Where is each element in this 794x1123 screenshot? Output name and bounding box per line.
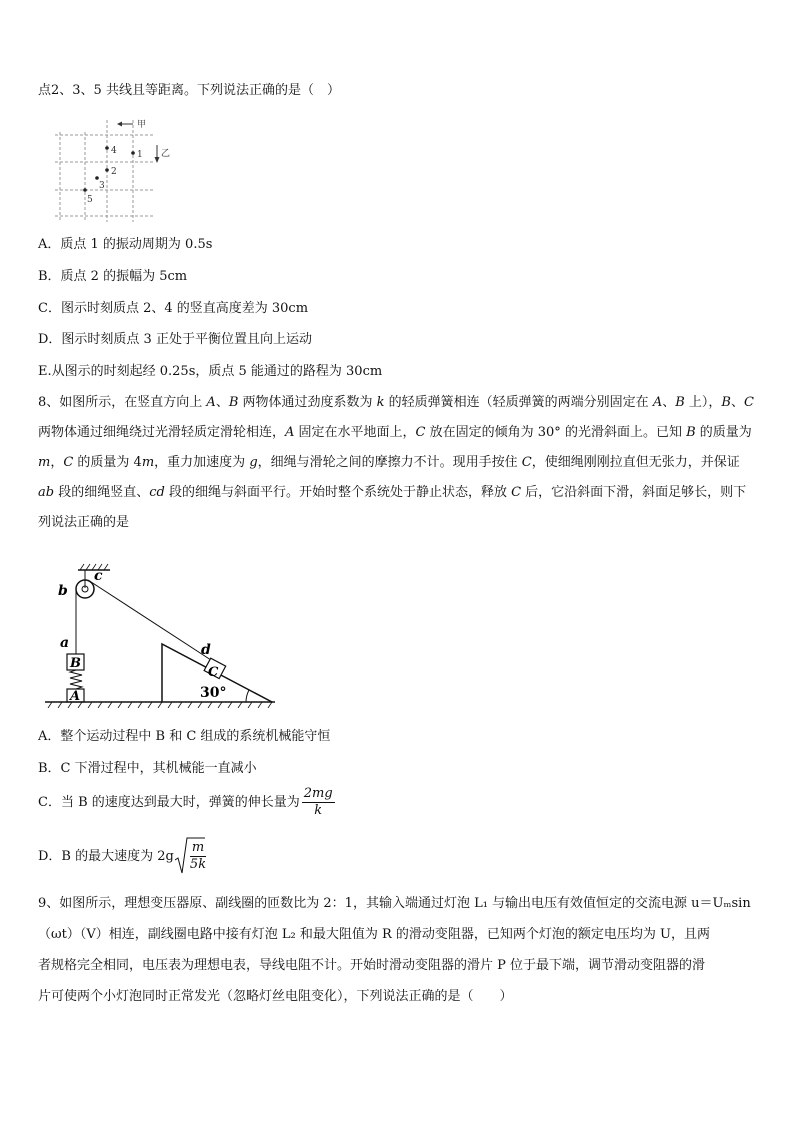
point-2-label: 2 [111,167,117,177]
point-3-label: 3 [99,181,105,191]
point-5-label: 5 [87,195,93,205]
label-yi: 乙 [161,149,171,159]
fraction-m-over-5k: $\frac{m}{5k}$ [189,839,207,872]
q8-stem: 8、如图所示，在竖直方向上 A、B 两物体通过劲度系数为 k 的轻质弹簧相连（轻质弹簧的两端分别固定在 A、B 上），B、C 两物体通过细绳绕过光滑轻质定滑轮相连，A 固定在水平地面上，C 放在固定的倾角为 30° 的光滑斜面上。已知 B 的质量为 m，C 的质量为 4m，重力加速度为 g，细绳与滑轮之间的摩擦力不计。现用手按住 C，使细绳刚刚拉直但无张力，并保证 ab 段的细绳竖直、cd 段的细绳与斜面平行。开始时整个系统处于静止状态，释放 C 后，它沿斜面下滑，斜面足够长，则下列说法正确的是 [38,395,754,530]
q7-option-e: E.从图示的时刻起经 0.25s，质点 5 能通过的路程为 30cm [38,364,383,379]
q9-line-1: 9、如图所示，理想变压器原、副线圈的匝数比为 2：1，其输入端通过灯泡 L₁ 与输出电压有效值恒定的交流电源 u＝Uₘsin [38,896,751,911]
point-1-label: 1 [137,150,143,160]
q9-line-2: （ωt）（V）相连，副线圈电路中接有灯泡 L₂ 和最大阻值为 R 的滑动变阻器，已知两个灯泡的额定电压均为 U，且两 [38,927,710,942]
label-block-a: A [70,689,81,704]
label-block-c: C [208,665,219,680]
q8-option-a: A．整个运动过程中 B 和 C 组成的系统机械能守恒 [38,729,331,744]
label-b: b [58,583,68,599]
question-intro: 点2、3、5 共线且等距离。下列说法正确的是（ ） [38,83,340,98]
label-c: c [94,568,103,584]
point-4-label: 4 [111,146,117,156]
pulley-incline-figure [40,562,280,708]
q8-option-b: B．C 下滑过程中，其机械能一直减小 [38,761,257,776]
label-block-b: B [70,656,81,671]
q9-line-3: 者规格完全相同，电压表为理想电表，导线电阻不计。开始时滑动变阻器的滑片 P 位于最下端，调节滑动变阻器的滑 [38,958,706,973]
label-angle: 30° [200,685,227,701]
label-d: d [201,642,211,658]
label-jia: 甲 [137,120,147,130]
q8-option-d: D．B 的最大速度为 2g $\frac{m}{5k}$ [38,836,208,877]
q9-line-4: 片可使两个小灯泡同时正常发光（忽略灯丝电阻变化），下列说法正确的是（ ） [38,989,513,1004]
wave-grid-figure [45,110,185,228]
label-a: a [60,635,70,651]
q8-number: 8、 [38,395,60,410]
fraction-2mg-over-k: $\frac{2mg}{k}$ [303,786,333,818]
q7-option-d: D．图示时刻质点 3 正处于平衡位置且向上运动 [38,332,312,347]
q7-option-b: B．质点 2 的振幅为 5cm [38,269,188,284]
q7-option-c: C．图示时刻质点 2、4 的竖直高度差为 30cm [38,301,309,316]
q7-option-a: A．质点 1 的振动周期为 0.5s [38,237,213,252]
q8-option-c: C．当 B 的速度达到最大时，弹簧的伸长量为 $\frac{2mg}{k}$ [38,786,333,818]
